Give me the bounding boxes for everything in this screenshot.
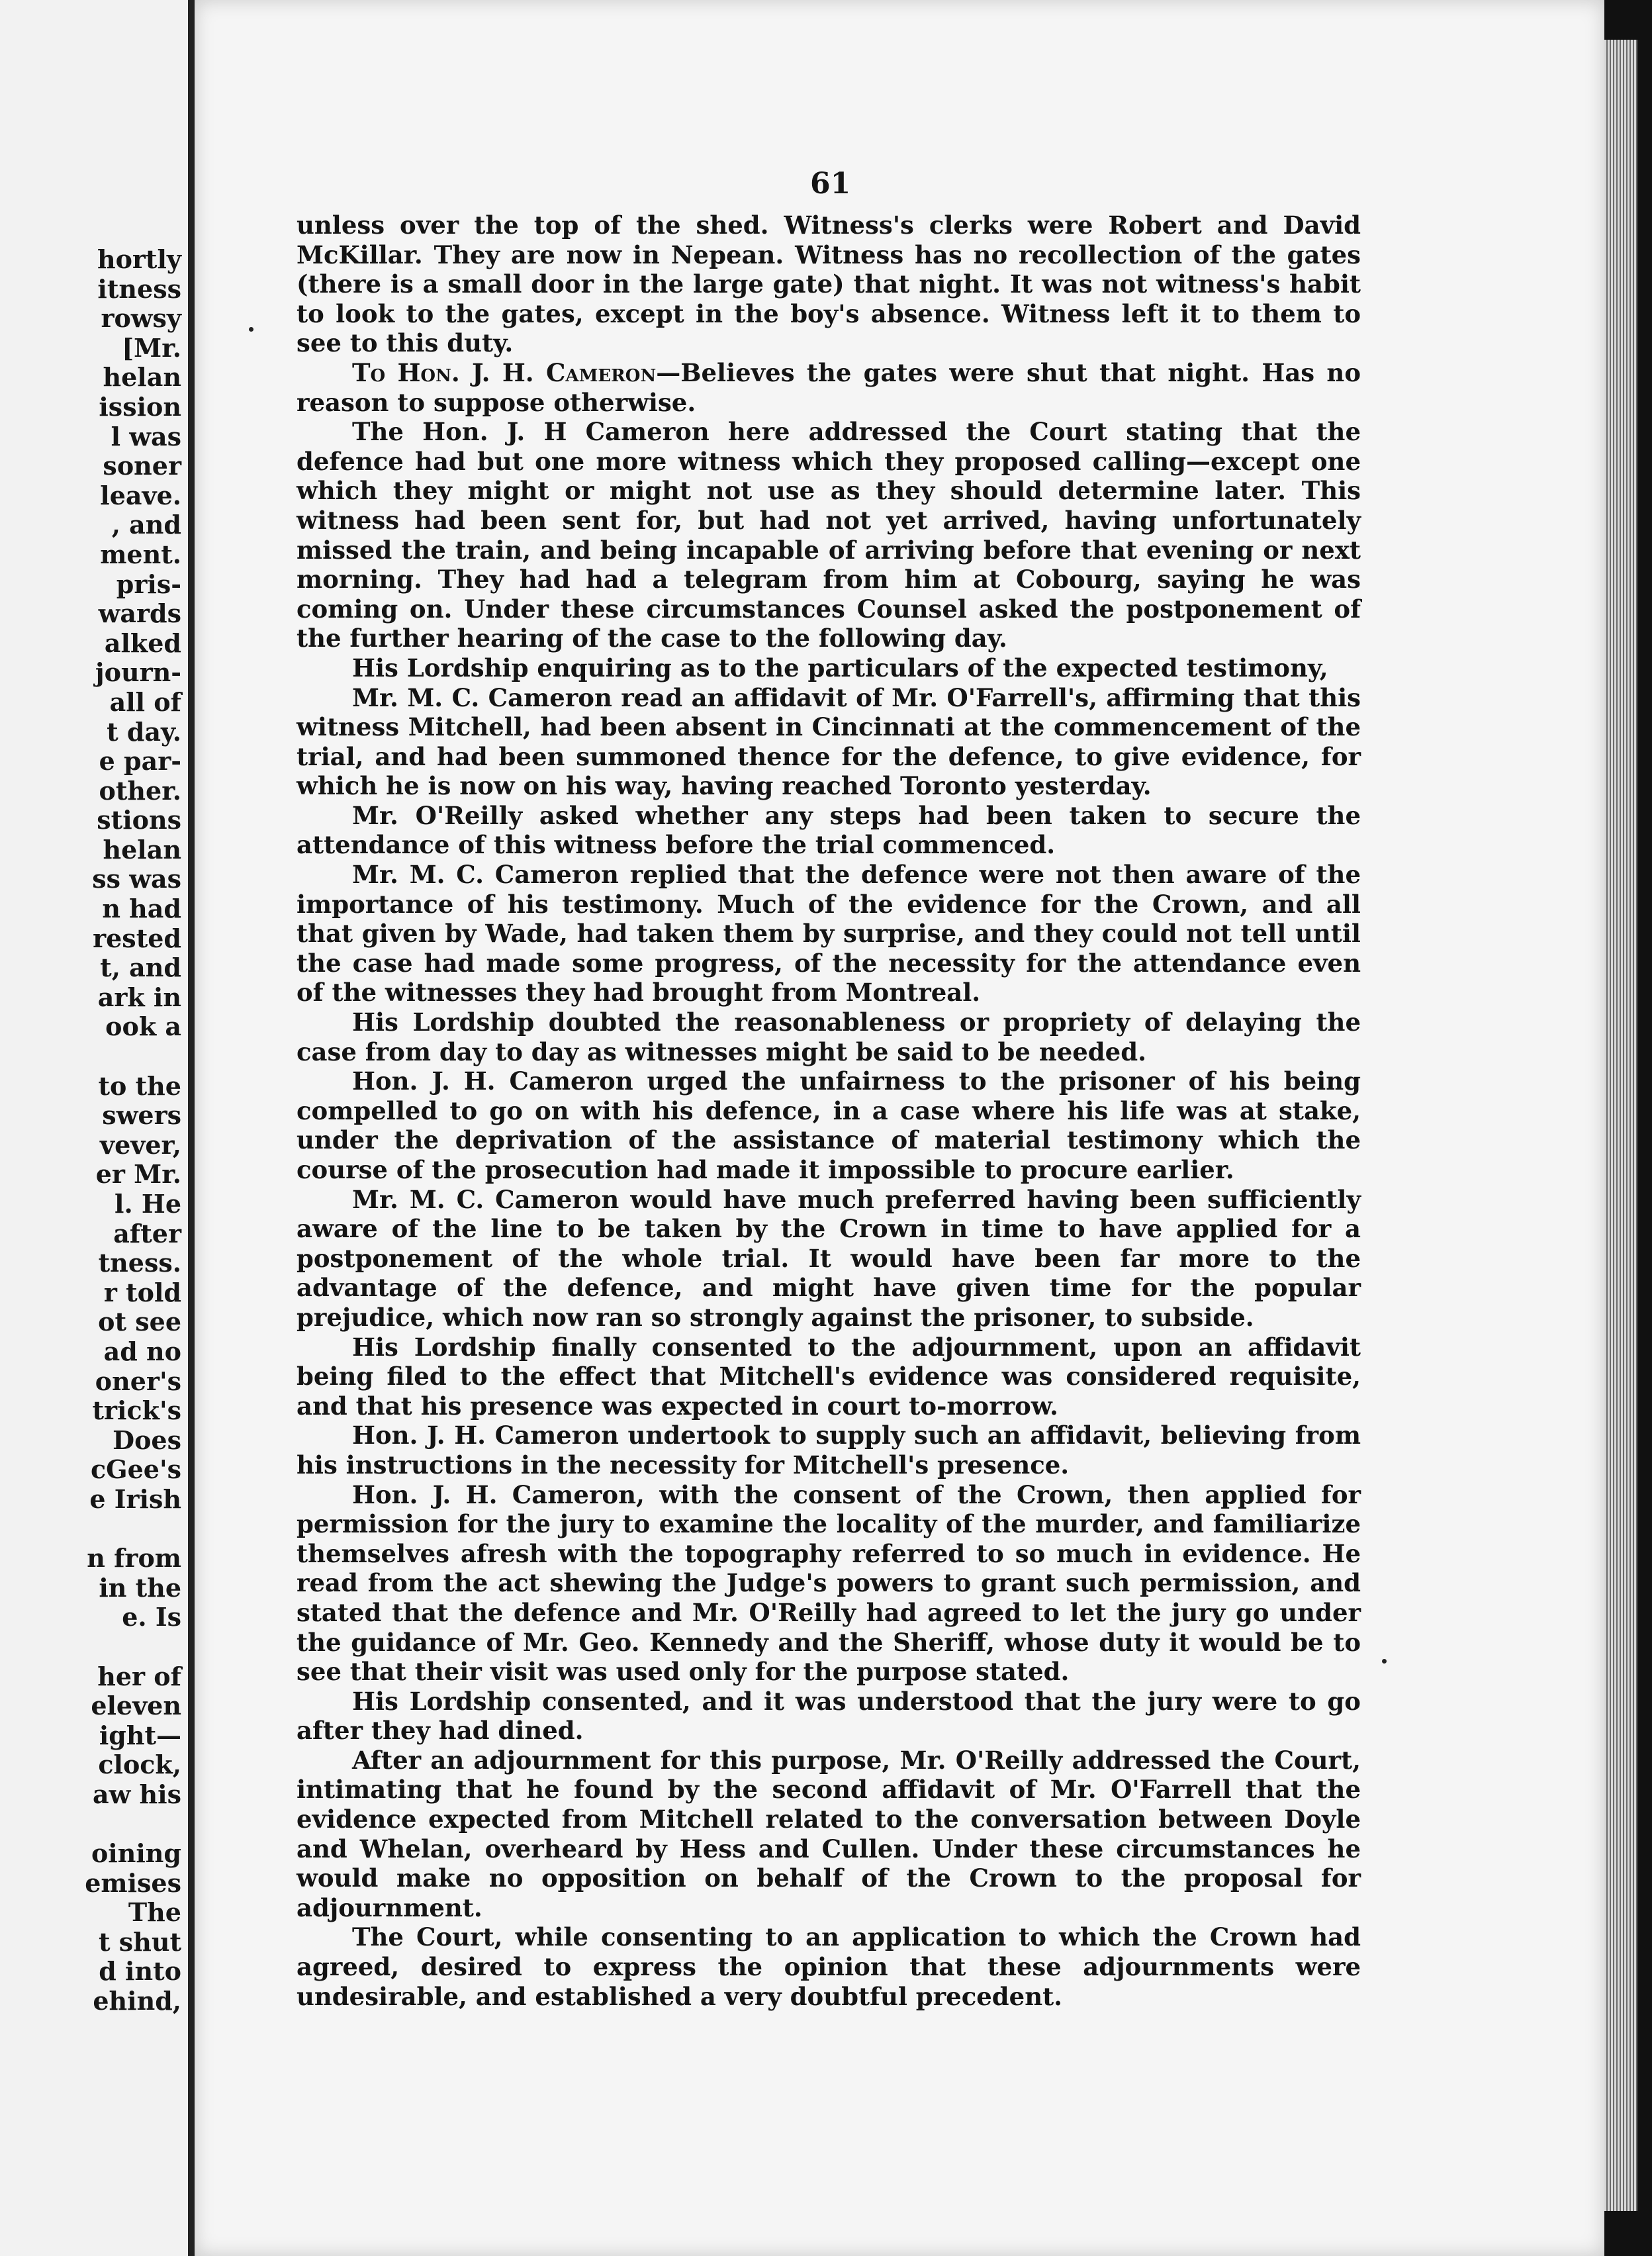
paragraph-11: Hon. J. H. Cameron undertook to supply such an affidavit, believing from his instructions in the necessity for Mitchell's presence.: [297, 1421, 1361, 1480]
paragraph-4: Mr. M. C. Cameron read an affidavit of Mr. O'Farrell's, affirming that this witness Mitchell, had been absent in Cincinnati at the commencement of the trial, and had been summoned thence for the defence, to give evidence, for which he is now on his way, having reached Toronto yesterday.: [297, 682, 1361, 801]
left-fragment-line: ss was: [92, 864, 181, 894]
page-stack-edge: [1604, 40, 1637, 2211]
left-fragment-line: t, and: [100, 953, 181, 983]
left-fragment-line: oner's: [95, 1366, 181, 1396]
left-fragment-line: swers: [102, 1100, 181, 1131]
left-fragment-line: [85, 1515, 181, 1544]
paragraph-0: unless over the top of the shed. Witness's clerks were Robert and David McKillar. They are now in Nepean. Witness has no recollection of the gates (there is a small door in the large gate) that night. It was not witness's habit to look to the gates, except in the boy's absence. Witness left it to them to see to this duty.: [297, 211, 1361, 358]
left-fragment-line: stions: [97, 805, 181, 835]
left-fragment-line: [85, 1809, 181, 1839]
left-fragment-line: ad no: [103, 1336, 181, 1366]
left-fragment-line: her of: [97, 1661, 181, 1691]
left-fragment-line: alked: [104, 628, 181, 658]
left-fragment-line: ment.: [100, 539, 181, 569]
left-fragment-line: journ-: [95, 657, 181, 688]
left-fragment-line: n from: [87, 1543, 181, 1574]
left-fragment-line: pris-: [116, 569, 181, 599]
left-fragment-line: , and: [111, 510, 181, 540]
paragraph-1: [297, 358, 1361, 417]
left-fragment-line: leave.: [100, 480, 181, 510]
paragraph-8: Hon. J. H. Cameron urged the unfairness to the prisoner of his being compelled to go on with his defence, in a case where his life was at stake, under the deprivation of the assistance of material testimony which the course of the prosecution had made it impossible to procure earlier.: [297, 1066, 1361, 1184]
paragraph-9: Mr. M. C. Cameron would have much preferred having been sufficiently aware of the line to be taken by the Crown in time to have applied for a postponement of the whole trial. It would have been far more to the advantage of the defence, and might have given time for the popular prejudice, which now ran so strongly against the prisoner, to subside.: [297, 1184, 1361, 1332]
left-fragment-line: ehind,: [93, 1986, 181, 2016]
left-fragment-line: The: [128, 1897, 181, 1928]
scan-speck: [1382, 1659, 1387, 1664]
page-number: 61: [810, 167, 851, 201]
left-fragment-line: t day.: [107, 716, 181, 747]
left-fragment-line: e. Is: [122, 1602, 181, 1632]
left-fragment-line: ight—: [99, 1720, 181, 1750]
left-fragment-line: eleven: [91, 1691, 181, 1721]
scan-speck: [249, 327, 253, 332]
left-page-text-fragments: [85, 245, 181, 2016]
left-fragment-line: ook a: [105, 1011, 181, 1042]
left-fragment-line: trick's: [92, 1395, 181, 1426]
left-fragment-line: [85, 1632, 181, 1662]
left-fragment-line: r told: [103, 1277, 181, 1307]
left-fragment-line: n had: [102, 894, 181, 924]
left-fragment-line: emises: [85, 1867, 181, 1898]
left-fragment-line: e par-: [99, 746, 181, 776]
paragraph-15: The Court, while consenting to an application to which the Crown had agreed, desired to express the opinion that these adjournments were undesirable, and established a very doubtful precedent.: [297, 1922, 1361, 2011]
left-fragment-line: aw his: [92, 1779, 181, 1809]
left-fragment-line: helan: [103, 362, 181, 393]
paragraph-1-text: —Believes the gates were shut that night. Has no reason to suppose otherwise.: [297, 357, 1361, 417]
left-fragment-line: hortly: [97, 244, 181, 274]
left-fragment-line: Does: [113, 1425, 181, 1455]
left-fragment-line: wards: [98, 598, 181, 629]
left-fragment-line: itness: [97, 273, 181, 304]
left-fragment-line: to the: [98, 1070, 181, 1101]
left-fragment-line: other.: [99, 775, 181, 806]
left-fragment-line: ot see: [98, 1307, 181, 1337]
paragraph-5: Mr. O'Reilly asked whether any steps had been taken to secure the attendance of this witness before the trial commenced.: [297, 800, 1361, 860]
left-fragment-line: clock,: [98, 1750, 181, 1780]
left-fragment-line: soner: [103, 451, 181, 481]
left-fragment-line: helan: [103, 834, 181, 865]
paragraph-10: His Lordship finally consented to the adjournment, upon an affidavit being filed to the effect that Mitchell's evidence was considered requisite, and that his presence was expected in court to-morrow.: [297, 1332, 1361, 1421]
left-fragment-line: ark in: [97, 982, 181, 1012]
left-fragment-line: cGee's: [91, 1454, 181, 1485]
paragraph-6: Mr. M. C. Cameron replied that the defence were not then aware of the importance of his testimony. Much of the evidence for the Crown, and all that given by Wade, had taken them by surprise, and they could not tell until the case had made some progress, of the necessity for the attendance even of the witnesses they had brought from Montreal.: [297, 860, 1361, 1008]
left-fragment-line: all of: [109, 686, 181, 717]
left-fragment-line: [Mr.: [122, 332, 181, 363]
page-body-text: [297, 211, 1361, 2011]
book-gutter: [188, 0, 195, 2256]
left-fragment-line: er Mr.: [95, 1159, 181, 1190]
left-fragment-line: ission: [99, 391, 181, 422]
left-fragment-line: tness.: [98, 1248, 181, 1278]
left-fragment-line: [85, 1042, 181, 1072]
left-fragment-line: vever,: [100, 1129, 181, 1160]
paragraph-14: After an adjournment for this purpose, Mr. O'Reilly addressed the Court, intimating that he found by the second affidavit of Mr. O'Farrell that the evidence expected from Mitchell related to the conversation between Doyle and Whelan, overheard by Hess and Cullen. Under these circumstances he would make no opposition on behalf of the Crown to the proposal for adjournment.: [297, 1745, 1361, 1922]
left-fragment-line: rowsy: [101, 303, 181, 334]
left-fragment-line: in the: [99, 1572, 181, 1603]
left-fragment-line: rested: [93, 923, 181, 953]
left-fragment-line: after: [113, 1218, 181, 1248]
left-fragment-line: t shut: [99, 1926, 181, 1957]
left-fragment-line: d into: [99, 1956, 181, 1987]
paragraph-1-lead: To Hon. J. H. Cameron: [352, 357, 657, 387]
left-fragment-line: e Irish: [89, 1483, 181, 1514]
paragraph-3: His Lordship enquiring as to the particulars of the expected testimony,: [352, 653, 1328, 682]
left-page-edge: [0, 0, 192, 2256]
left-fragment-line: l was: [111, 421, 181, 451]
paragraph-13: His Lordship consented, and it was understood that the jury were to go after they had dined.: [297, 1686, 1361, 1746]
left-fragment-line: oining: [91, 1838, 181, 1869]
left-fragment-line: l. He: [115, 1189, 181, 1219]
paragraph-7: His Lordship doubted the reasonableness or propriety of delaying the case from day to day as witnesses might be said to be needed.: [297, 1008, 1361, 1066]
paragraph-2: The Hon. J. H Cameron here addressed the Court stating that the defence had but one more witness which they proposed calling—except one which they might or might not use as they should determine later. This witness had been sent for, but had not yet arrived, having unfortunately missed the train, and being incapable of arriving before that evening or next morning. They had had a telegram from him at Cobourg, saying he was coming on. Under these circumstances Counsel asked the postponement of the further hearing of the case to the following day.: [297, 417, 1361, 653]
paragraph-12: Hon. J. H. Cameron, with the consent of the Crown, then applied for permission for the jury to examine the locality of the murder, and familiarize themselves afresh with the topography referred to so much in evidence. He read from the act shewing the Judge's powers to grant such permission, and stated that the defence and Mr. O'Reilly had agreed to let the jury go under the guidance of Mr. Geo. Kennedy and the Sheriff, whose duty it would be to see that their visit was used only for the purpose stated.: [297, 1480, 1361, 1687]
